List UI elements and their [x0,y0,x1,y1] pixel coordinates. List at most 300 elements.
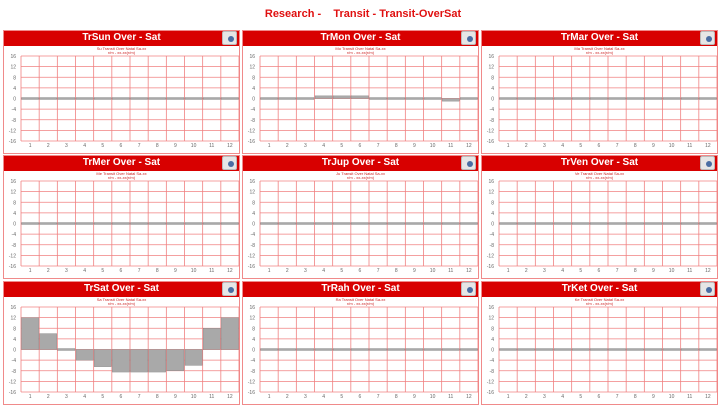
bar [663,223,680,225]
bar-chart [243,31,480,155]
x-tick-label: 12 [705,394,711,400]
chart-subtitle: Sa Transit Over Natal Sa-xx [96,297,147,302]
bar [185,223,202,225]
bar [460,98,477,100]
x-tick-label: 1 [28,143,32,149]
x-tick-label: 7 [615,268,619,274]
bar [131,350,148,373]
bar [279,223,296,225]
x-tick-label: 3 [543,394,546,400]
y-tick-label: 16 [488,54,494,60]
x-tick-label: 11 [209,268,215,274]
bar-chart [482,31,719,155]
x-tick-label: 7 [137,268,141,274]
chart-title: TrRah Over - Sat [321,283,400,294]
x-tick-label: 12 [466,143,472,149]
x-tick-label: 2 [285,268,289,274]
x-tick-label: 6 [358,394,362,400]
y-tick-label: -4 [250,107,255,114]
y-tick-label: 12 [10,189,16,196]
x-tick-label: 6 [119,268,123,274]
x-tick-label: 7 [137,394,141,400]
y-tick-label: 12 [10,315,16,322]
bar [663,98,680,100]
bar [699,349,716,351]
bar [442,99,459,102]
bar [518,223,535,225]
x-tick-label: 1 [506,143,510,149]
y-tick-label: -4 [11,232,16,239]
bar [572,349,589,351]
bar [40,334,57,350]
chart-title: TrSat Over - Sat [83,283,160,294]
x-tick-label: 7 [376,143,380,149]
y-tick-label: 4 [252,210,255,217]
y-tick-label: 12 [488,315,494,322]
bar [536,98,553,100]
chart-panel [242,281,479,405]
x-tick-label: 2 [524,143,528,149]
bar [536,223,553,225]
bar [22,318,39,350]
y-tick-label: 16 [10,179,16,185]
x-tick-label: 8 [155,268,159,274]
y-tick-label: 0 [252,221,255,228]
bar [406,223,423,225]
y-tick-label: 4 [13,85,16,92]
y-tick-label: 4 [13,210,16,217]
chart-subtitle: Ve Transit Over Natal Sa-xx [574,171,625,176]
bar [351,223,368,225]
y-tick-label: -8 [11,368,16,375]
y-tick-label: 8 [252,326,255,333]
bar-chart [482,282,719,406]
x-tick-label: 8 [394,394,398,400]
chart-panel [3,281,240,405]
x-tick-label: 9 [413,143,416,149]
bar [460,223,477,225]
y-tick-label: 12 [10,64,16,71]
chart-panel [3,30,240,154]
y-tick-label: -4 [489,232,494,239]
bar [221,223,238,225]
y-tick-label: -16 [486,264,494,270]
bar [112,98,129,100]
y-tick-label: -8 [250,117,255,124]
y-tick-label: -12 [8,253,16,260]
bar-chart [4,156,241,280]
bar [261,349,278,351]
bar [351,349,368,351]
y-tick-label: 8 [252,200,255,207]
bar [536,349,553,351]
bar [58,223,75,225]
y-tick-label: -4 [489,358,494,365]
x-tick-label: 10 [190,394,197,400]
x-tick-label: 9 [652,394,655,400]
x-tick-label: 8 [633,143,637,149]
bar [333,349,350,351]
y-tick-label: -8 [489,242,494,249]
y-tick-label: 0 [13,96,16,103]
bar [203,223,220,225]
x-tick-label: 3 [65,394,68,400]
x-tick-label: 2 [46,268,50,274]
x-tick-label: 5 [579,394,583,400]
x-tick-label: 11 [448,143,454,149]
x-tick-label: 10 [190,268,197,274]
y-tick-label: 16 [10,54,16,60]
y-tick-label: -12 [8,379,16,386]
bar [645,349,662,351]
y-tick-label: 0 [491,96,494,103]
x-tick-label: 3 [304,394,307,400]
y-tick-label: 16 [10,305,16,311]
bar [221,98,238,100]
x-tick-label: 8 [394,268,398,274]
bar [315,223,332,225]
bar [22,98,39,100]
bar [388,223,405,225]
bar [203,328,220,349]
bar [58,98,75,100]
x-tick-label: 3 [543,143,546,149]
bar [590,349,607,351]
x-tick-label: 11 [209,394,215,400]
x-tick-label: 1 [267,394,271,400]
y-tick-label: 4 [13,336,16,343]
bar [388,98,405,100]
bar [76,98,93,100]
y-tick-label: 8 [491,326,494,333]
chart-subtitle: Mo Transit Over Natal Sa-xx [335,46,386,51]
x-tick-label: 10 [668,394,675,400]
chart-title: TrMer Over - Sat [82,157,161,168]
bar [167,223,184,225]
chart-subtitle: Ra Transit Over Natal Sa-xx [335,297,386,302]
bar [518,349,535,351]
y-tick-label: 8 [491,200,494,207]
chart-title: TrMon Over - Sat [320,32,401,43]
bar [663,349,680,351]
y-tick-label: -12 [247,253,255,260]
x-tick-label: 4 [561,143,564,149]
chart-subtitle: r/m - xx-xx(r/m) [346,175,375,180]
y-tick-label: 8 [13,75,16,82]
bar [572,223,589,225]
x-tick-label: 5 [101,143,105,149]
bar [279,98,296,100]
y-tick-label: 12 [488,189,494,196]
chart-subtitle: r/m - xx-xx(r/m) [585,301,614,306]
y-tick-label: 16 [488,305,494,311]
chart-panel [3,155,240,279]
x-tick-label: 2 [46,394,50,400]
y-tick-label: 8 [252,75,255,82]
x-tick-label: 12 [227,143,233,149]
y-tick-label: -8 [250,368,255,375]
x-tick-label: 1 [267,268,271,274]
bar [221,318,238,350]
bar [681,98,698,100]
chart-subtitle: Ju Transit Over Natal Sa-xx [336,171,385,176]
x-tick-label: 3 [304,143,307,149]
bar [609,223,626,225]
x-tick-label: 6 [119,394,123,400]
x-tick-label: 7 [137,143,141,149]
chart-panel [242,155,479,279]
x-tick-label: 5 [101,394,105,400]
x-tick-label: 2 [46,143,50,149]
y-tick-label: -12 [247,379,255,386]
bar [460,349,477,351]
x-tick-label: 3 [543,268,546,274]
x-tick-label: 5 [101,268,105,274]
bar [297,98,314,100]
bar [554,98,571,100]
bar [681,349,698,351]
x-tick-label: 6 [119,143,123,149]
chart-panel [481,155,718,279]
x-tick-label: 4 [322,143,325,149]
x-tick-label: 1 [267,143,271,149]
bar [370,98,387,100]
x-tick-label: 10 [190,143,197,149]
x-tick-label: 4 [322,394,325,400]
x-tick-label: 11 [687,394,693,400]
bar [149,223,166,225]
bar [627,98,644,100]
x-tick-label: 12 [466,394,472,400]
x-tick-label: 7 [615,143,619,149]
bar [424,98,441,100]
chart-subtitle: Ke Transit Over Natal Sa-xx [574,297,625,302]
y-tick-label: 0 [252,347,255,354]
y-tick-label: 16 [488,179,494,185]
bar [518,98,535,100]
x-tick-label: 2 [285,394,289,400]
x-tick-label: 5 [340,268,344,274]
bar [167,350,184,371]
bar [185,98,202,100]
x-tick-label: 4 [83,143,86,149]
chart-title: TrKet Over - Sat [561,283,638,294]
bar [609,98,626,100]
bar [167,98,184,100]
x-tick-label: 12 [705,143,711,149]
bar [76,350,93,361]
bar [315,349,332,351]
chart-subtitle: r/m - xx-xx(r/m) [346,301,375,306]
bar [572,98,589,100]
y-tick-label: 12 [488,64,494,71]
x-tick-label: 4 [83,394,86,400]
bar [131,223,148,225]
bar [22,223,39,225]
y-tick-label: 4 [491,210,494,217]
y-tick-label: 4 [252,85,255,92]
y-tick-label: -16 [8,264,16,270]
y-tick-label: 12 [249,315,255,322]
y-tick-label: -16 [8,390,16,396]
x-tick-label: 8 [633,268,637,274]
bar [609,349,626,351]
y-tick-label: 4 [252,336,255,343]
bar [500,349,517,351]
bar [627,223,644,225]
bar [149,350,166,373]
y-tick-label: -4 [250,358,255,365]
y-tick-label: 0 [491,347,494,354]
bar [40,98,57,100]
bar [645,223,662,225]
bar-chart [482,156,719,280]
bar [315,96,332,99]
x-tick-label: 8 [633,394,637,400]
chart-panel [481,30,718,154]
bar [406,349,423,351]
chart-panel [242,30,479,154]
bar [94,223,111,225]
x-tick-label: 9 [174,268,177,274]
y-tick-label: -12 [247,128,255,135]
x-tick-label: 1 [28,268,32,274]
bar [424,349,441,351]
bar [149,98,166,100]
x-tick-label: 12 [227,268,233,274]
x-tick-label: 11 [687,268,693,274]
y-tick-label: -8 [489,117,494,124]
bar [112,223,129,225]
y-tick-label: -8 [489,368,494,375]
y-tick-label: -16 [247,390,255,396]
bar [94,350,111,367]
x-tick-label: 4 [322,268,325,274]
y-tick-label: -4 [489,107,494,114]
bar [370,223,387,225]
bar [554,349,571,351]
x-tick-label: 3 [65,143,68,149]
x-tick-label: 6 [597,268,601,274]
x-tick-label: 9 [174,394,177,400]
chart-subtitle: Me Transit Over Natal Sa-xx [96,171,147,176]
chart-title: TrJup Over - Sat [321,157,400,168]
x-tick-label: 10 [668,143,675,149]
y-tick-label: 4 [491,85,494,92]
bar [388,349,405,351]
y-tick-label: -8 [250,242,255,249]
bar [370,349,387,351]
bar [261,223,278,225]
y-tick-label: -4 [250,232,255,239]
y-tick-label: 12 [249,189,255,196]
x-tick-label: 7 [376,268,380,274]
x-tick-label: 5 [579,268,583,274]
x-tick-label: 6 [358,143,362,149]
x-tick-label: 3 [304,268,307,274]
bar [442,349,459,351]
x-tick-label: 2 [524,394,528,400]
bar [554,223,571,225]
chart-panel [481,281,718,405]
bar [681,223,698,225]
bar [297,349,314,351]
bar [94,98,111,100]
bar-chart [4,31,241,155]
x-tick-label: 11 [209,143,215,149]
y-tick-label: -16 [8,139,16,145]
bar [627,349,644,351]
x-tick-label: 7 [615,394,619,400]
chart-title: TrVen Over - Sat [560,157,639,168]
x-tick-label: 4 [83,268,86,274]
chart-subtitle: Ma Transit Over Natal Sa-xx [574,46,625,51]
chart-subtitle: r/m - xx-xx(r/m) [107,301,136,306]
x-tick-label: 7 [376,394,380,400]
x-tick-label: 5 [340,394,344,400]
x-tick-label: 6 [358,268,362,274]
x-tick-label: 9 [652,143,655,149]
x-tick-label: 8 [394,143,398,149]
y-tick-label: -4 [11,358,16,365]
x-tick-label: 3 [65,268,68,274]
bar [185,350,202,366]
y-tick-label: 8 [13,326,16,333]
y-tick-label: -12 [486,253,494,260]
x-tick-label: 4 [561,268,564,274]
y-tick-label: 16 [249,305,255,311]
bar [333,223,350,225]
x-tick-label: 9 [174,143,177,149]
bar [203,98,220,100]
y-tick-label: -16 [486,390,494,396]
x-tick-label: 8 [155,143,159,149]
x-tick-label: 1 [28,394,32,400]
chart-subtitle: r/m - xx-xx(r/m) [585,175,614,180]
y-tick-label: 8 [491,75,494,82]
y-tick-label: -16 [247,139,255,145]
y-tick-label: -16 [486,139,494,145]
chart-title: TrSun Over - Sat [82,32,161,43]
bar [590,223,607,225]
y-tick-label: 16 [249,179,255,185]
x-tick-label: 8 [155,394,159,400]
x-tick-label: 11 [448,268,454,274]
bar [58,349,75,351]
y-tick-label: -4 [11,107,16,114]
page-title: Research - Transit - Transit-OverSat [264,8,462,20]
bar-chart [243,156,480,280]
y-tick-label: 0 [13,347,16,354]
bar [442,223,459,225]
y-tick-label: 0 [491,221,494,228]
bar [500,98,517,100]
x-tick-label: 6 [597,143,601,149]
bar-chart [243,282,480,406]
bar [406,98,423,100]
x-tick-label: 1 [506,394,510,400]
bar [699,223,716,225]
bar [333,96,350,99]
bar [500,223,517,225]
bar [351,96,368,99]
chart-subtitle: r/m - xx-xx(r/m) [346,50,375,55]
y-tick-label: 8 [13,200,16,207]
bar [131,98,148,100]
x-tick-label: 5 [340,143,344,149]
y-tick-label: 0 [252,96,255,103]
x-tick-label: 1 [506,268,510,274]
